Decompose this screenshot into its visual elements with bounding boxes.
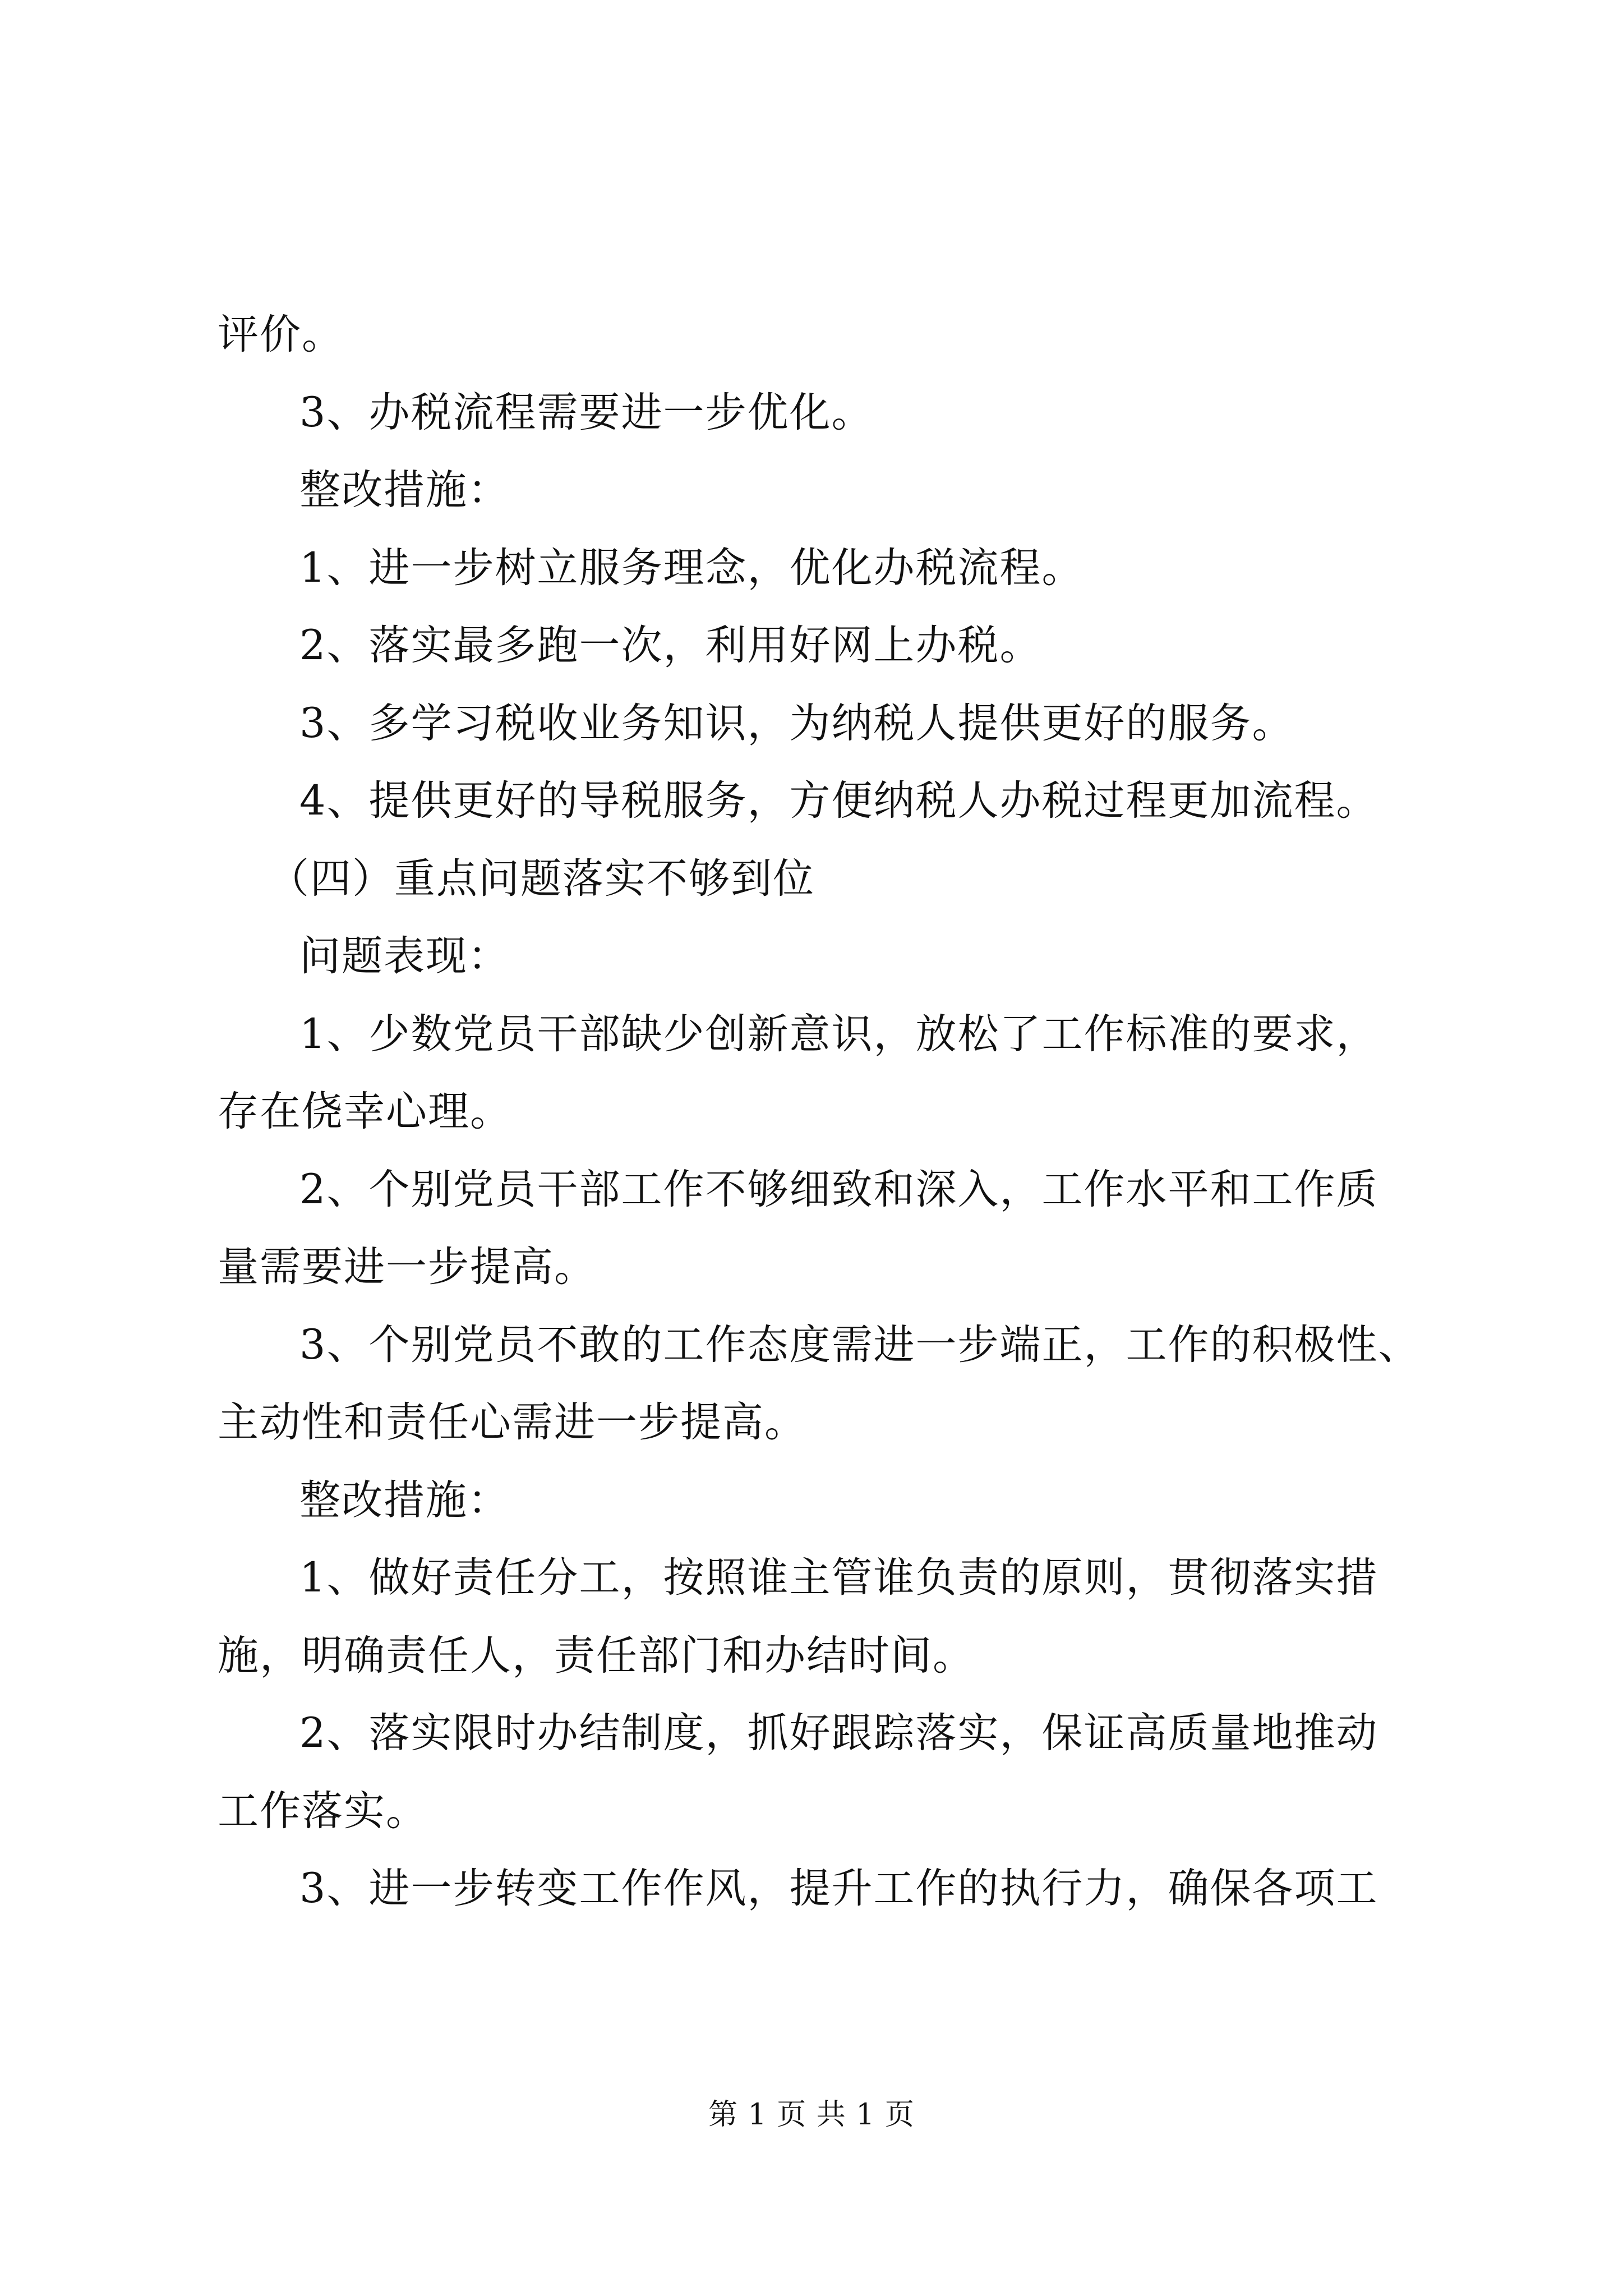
list-item: 1、进一步树立服务理念，优化办税流程。: [299, 544, 1084, 592]
list-item: 2、个别党员干部工作不够细致和深入，工作水平和工作质: [299, 1165, 1378, 1213]
text-line: 3、办税流程需要进一步优化。: [299, 388, 874, 436]
list-item: 3、进一步转变工作作风，提升工作的执行力，确保各项工: [299, 1865, 1378, 1912]
list-item: 2、落实限时办结制度，抓好跟踪落实，保证高质量地推动: [299, 1709, 1378, 1757]
section-label: 整改措施：: [299, 466, 510, 514]
text-line: 主动性和责任心需进一步提高。: [218, 1398, 806, 1446]
text-line: 评价。: [218, 311, 344, 358]
list-item: 1、少数党员干部缺少创新意识，放松了工作标准的要求，: [299, 1010, 1378, 1058]
list-item: 4、提供更好的导税服务，方便纳税人办税过程更加流程。: [299, 777, 1378, 825]
text-line: 工作落实。: [218, 1787, 428, 1835]
text-line: 量需要进一步提高。: [218, 1243, 596, 1291]
document-body: [218, 296, 1429, 1928]
list-item: 1、做好责任分工，按照谁主管谁负责的原则，贯彻落实措: [299, 1554, 1378, 1602]
page-footer: 第 1 页 共 1 页: [708, 2098, 915, 2132]
section-label: 问题表现：: [299, 932, 510, 980]
section-label: 整改措施：: [299, 1476, 510, 1524]
text-line: 施，明确责任人，责任部门和办结时间。: [218, 1631, 975, 1680]
text-line: 存在侥幸心理。: [218, 1088, 512, 1135]
list-item: 3、多学习税收业务知识，为纳税人提供更好的服务。: [299, 699, 1294, 747]
section-heading: （四）重点问题落实不够到位: [268, 854, 815, 903]
list-item: 2、落实最多跑一次，利用好网上办税。: [299, 622, 1042, 669]
list-item: 3、个别党员不敢的工作态度需进一步端正，工作的积极性、: [299, 1320, 1421, 1369]
